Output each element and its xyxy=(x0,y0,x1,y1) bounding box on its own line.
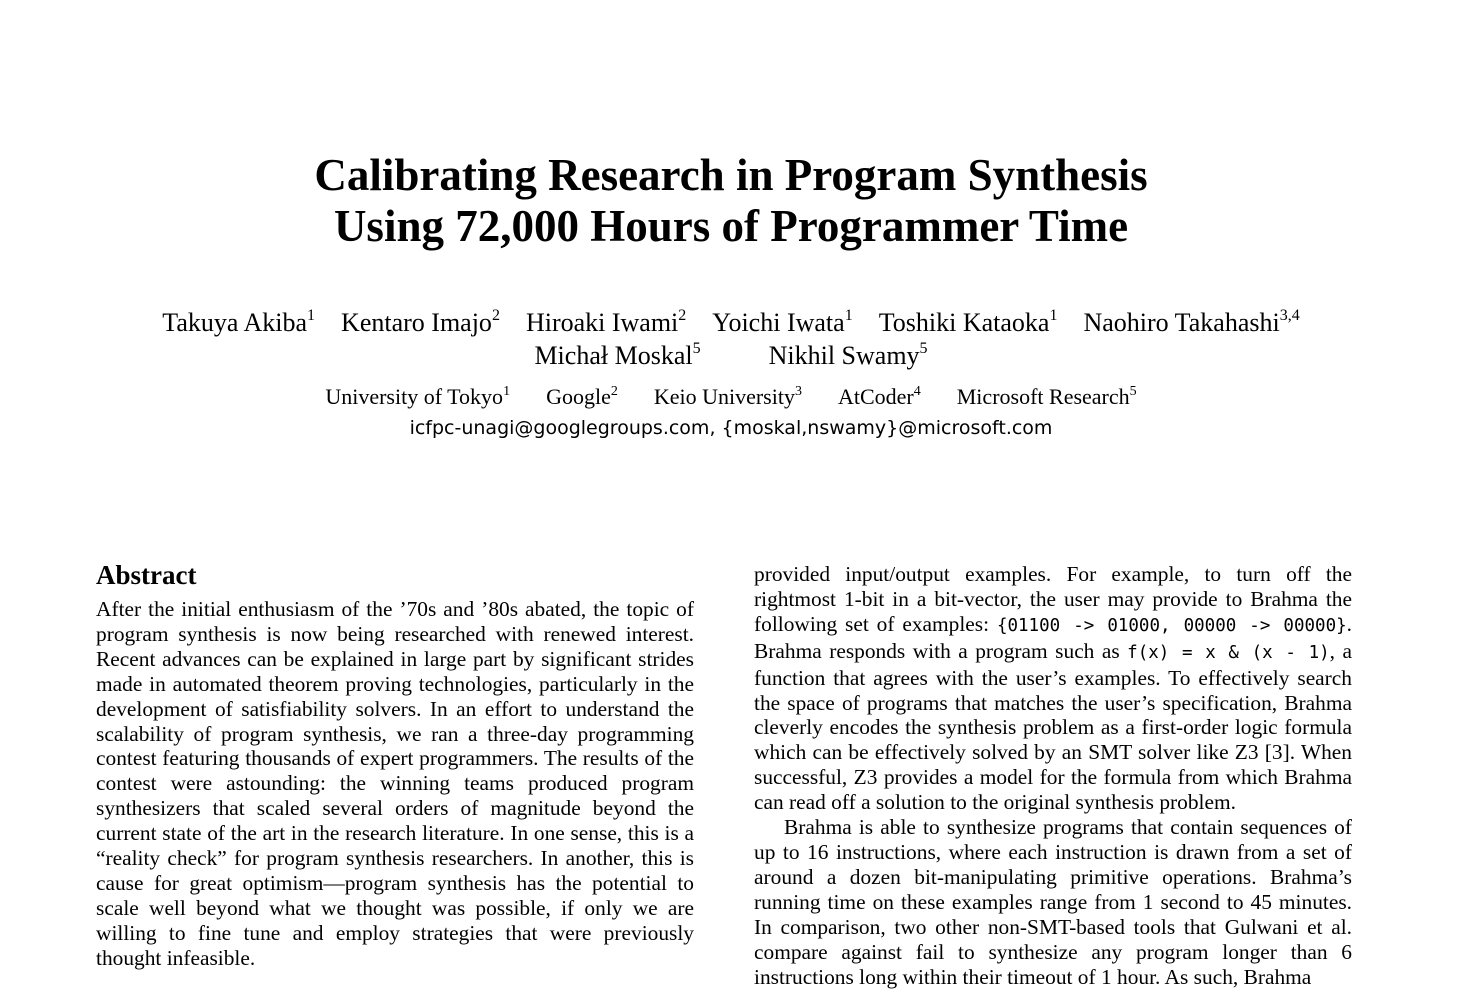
author-affiliation-mark: 1 xyxy=(307,307,316,324)
body-text: provided input/output examples. For example, to turn off the rightmost 1-bit in a bit-vector, the user may provide to Brahma the following set of examples: xyxy=(754,562,1352,636)
affiliation-mark: 5 xyxy=(1129,384,1137,399)
author-affiliation-mark: 5 xyxy=(919,340,928,357)
affiliation xyxy=(325,382,510,412)
author-affiliation-mark: 2 xyxy=(678,307,687,324)
affiliation-mark: 1 xyxy=(503,384,511,399)
author xyxy=(526,306,686,339)
author xyxy=(341,306,500,339)
author-affiliation-mark: 1 xyxy=(844,307,853,324)
affiliation-name: Google xyxy=(546,384,611,409)
author xyxy=(769,339,928,372)
author-list xyxy=(0,306,1462,372)
affiliation-name: Keio University xyxy=(653,384,795,409)
affiliation-mark: 2 xyxy=(610,384,618,399)
author-row-1 xyxy=(0,306,1462,339)
author xyxy=(534,339,700,372)
author xyxy=(162,306,315,339)
author-row-2 xyxy=(0,339,1462,372)
title-line-1: Calibrating Research in Program Synthesis xyxy=(314,150,1148,200)
author-name: Naohiro Takahashi xyxy=(1083,308,1280,337)
author-affiliation-mark: 3,4 xyxy=(1279,307,1300,324)
affiliation-name: Microsoft Research xyxy=(956,384,1130,409)
paper-title xyxy=(0,150,1462,252)
affiliation-mark: 4 xyxy=(913,384,921,399)
author-affiliation-mark: 2 xyxy=(491,307,500,324)
code-snippet: {01100 -> 01000, 00000 -> 00000} xyxy=(996,615,1347,636)
body-paragraph xyxy=(754,562,1352,815)
author xyxy=(712,306,852,339)
abstract-heading: Abstract xyxy=(96,560,197,590)
author-affiliation-mark: 1 xyxy=(1049,307,1058,324)
author-name: Kentaro Imajo xyxy=(341,308,492,337)
affiliation-name: AtCoder xyxy=(837,384,914,409)
left-column xyxy=(96,558,694,971)
body-paragraph: Brahma is able to synthesize programs that contain sequences of up to 16 instructions, where each instruction is drawn from a set of around a dozen bit-manipulating primitive operations. Brahma’s running time on these examples range from 1 second to 45 minutes. In comparison, two other non-SMT-based tools that Gulwani et al. compare against fail to synthesize any program longer than 6 instructions long within their timeout of 1 hour. As such, Brahma xyxy=(754,815,1352,989)
author-name: Hiroaki Iwami xyxy=(525,308,679,337)
affiliation xyxy=(838,382,921,412)
author-name: Toshiki Kataoka xyxy=(878,308,1050,337)
body-text: . Brahma responds with a program such as xyxy=(754,611,1353,663)
affiliation-name: University of Tokyo xyxy=(325,384,504,409)
author-name: Takuya Akiba xyxy=(162,308,308,337)
abstract-text: After the initial enthusiasm of the ’70s and ’80s abated, the topic of program synthesis is now being researched with renewed interest. Recent advances can be explained in large part by significant strides made in automated theorem proving technologies, particularly in the development of satisfiability solvers. In an effort to understand the scalability of program synthesis, we ran a three-day programming contest featuring thousands of expert programmers. The results of the contest were astounding: the winning teams produced program synthesizers that scaled several orders of magnitude beyond the current state of the art in the research literature. In one sense, this is a “reality check” for program synthesis researchers. In another, this is cause for great optimism—program synthesis has the potential to scale well beyond what we thought was possible, if only we are willing to fine tune and employ strategies that were previously thought infeasible. xyxy=(96,597,694,970)
affiliation xyxy=(654,382,802,412)
affiliation-list xyxy=(0,382,1462,412)
author xyxy=(1083,306,1299,339)
title-line-2: Using 72,000 Hours of Programmer Time xyxy=(333,201,1129,251)
right-column xyxy=(754,562,1352,989)
affiliation-mark: 3 xyxy=(794,384,802,399)
author-affiliation-mark: 5 xyxy=(692,340,701,357)
body-text: , a function that agrees with the user’s examples. To effectively search the space of programs that matches the user’s specification, Brahma cleverly encodes the synthesis problem as a first-order logic formula which can be effectively solved by an SMT solver like Z3 [3]. When successful, Z3 provides a model for the formula from which Brahma can read off a solution to the original synthesis problem. xyxy=(754,638,1352,815)
code-snippet: f(x) = x & (x - 1) xyxy=(1127,642,1330,663)
affiliation xyxy=(957,382,1137,412)
author-name: Nikhil Swamy xyxy=(768,341,920,370)
author-name: Yoichi Iwata xyxy=(712,308,845,337)
author-name: Michał Moskal xyxy=(534,341,693,370)
contact-emails[interactable]: icfpc-unagi@googlegroups.com, {moskal,nswamy}@microsoft.com xyxy=(409,417,1053,439)
author xyxy=(879,306,1058,339)
affiliation xyxy=(546,382,618,412)
